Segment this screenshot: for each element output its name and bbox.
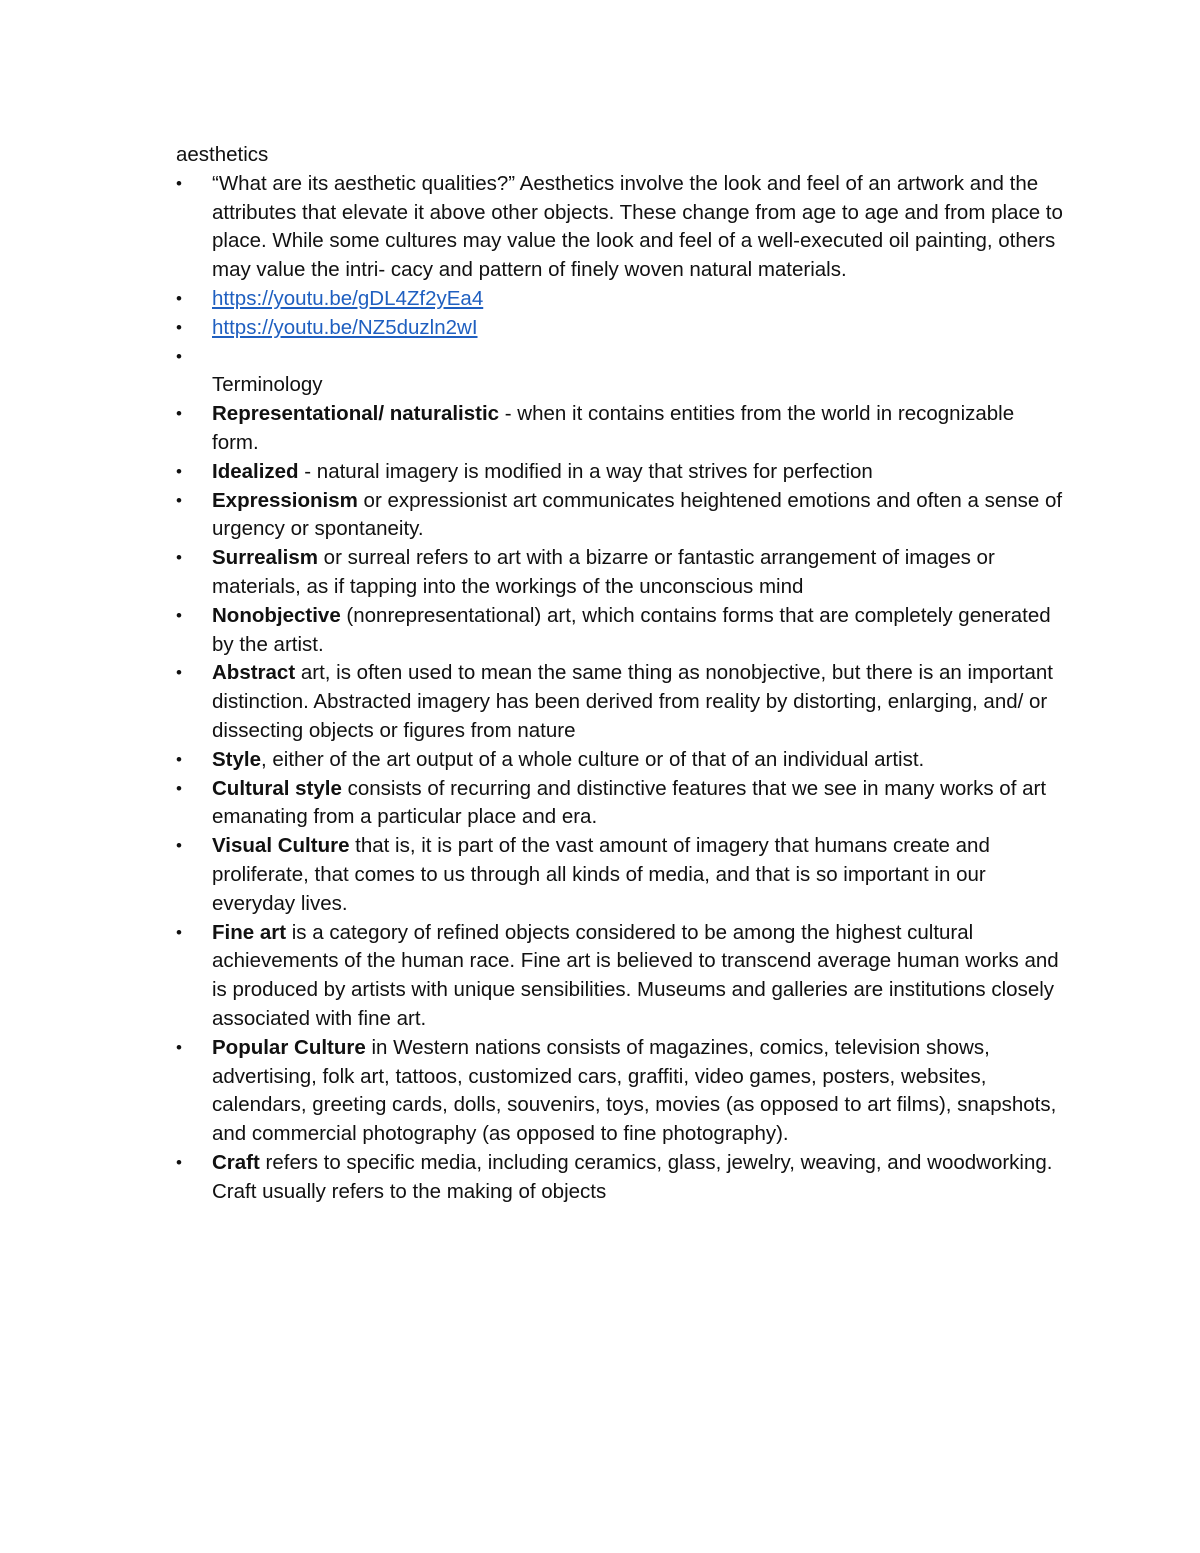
empty-list-item (176, 343, 1066, 372)
list-item (176, 314, 1066, 343)
term-label: Style (212, 747, 261, 771)
term-definition: - natural imagery is modified in a way that strives for perfection (298, 459, 873, 483)
term-label: Nonobjective (212, 603, 341, 627)
term-label: Surrealism (212, 546, 318, 570)
term-label: Popular Culture (212, 1035, 366, 1059)
term-item (176, 458, 1066, 487)
term-item (176, 602, 1066, 660)
term-item (176, 1149, 1066, 1207)
list-item (176, 285, 1066, 314)
aesthetics-description: “What are its aesthetic qualities?” Aesthetics involve the look and feel of an artwork and the attributes that elevate it above other objects. These change from age to age and from place to place. While some cultures may value the look and feel of a well-executed oil painting, others may value the intri- cacy and pattern of finely woven natural materials. (212, 171, 1063, 282)
youtube-link-1[interactable]: https://youtu.be/gDL4Zf2yEa4 (212, 286, 484, 310)
term-item (176, 775, 1066, 833)
section-heading-terminology: Terminology (212, 373, 323, 397)
term-definition: consists of recurring and distinctive features that we see in many works of art emanating from a particular place and era. (212, 776, 1047, 829)
term-label: Craft (212, 1150, 260, 1174)
section-heading-aesthetics: aesthetics (176, 143, 269, 166)
document-body (176, 141, 1066, 1206)
term-definition: art, is often used to mean the same thing as nonobjective, but there is an important distinction. Abstracted imagery has been derived from reality by distorting, enlarging, and/ or dissecting objects or figures from nature (212, 661, 1053, 742)
term-item (176, 400, 1066, 458)
term-item (176, 659, 1066, 745)
term-label: Abstract (212, 661, 296, 685)
term-item (176, 832, 1066, 918)
youtube-link-2[interactable]: https://youtu.be/NZ5duzln2wI (212, 315, 478, 339)
term-definition: in Western nations consists of magazines, comics, television shows, advertising, folk art, tattoos, customized cars, graffiti, video games, posters, websites, calendars, greeting cards, dolls, souvenirs, toys, movies (as opposed to art films), snapshots, and commercial photography (as opposed to fine photography). (212, 1035, 1057, 1146)
term-label: Cultural style (212, 776, 342, 800)
term-label: Fine art (212, 920, 287, 944)
term-label: Idealized (212, 459, 299, 483)
term-definition: that is, it is part of the vast amount of imagery that humans create and proliferate, that comes to us through all kinds of media, and that is so important in our everyday lives. (212, 834, 990, 915)
term-definition: - when it contains entities from the world in recognizable form. (212, 402, 1015, 454)
terminology-list (176, 400, 1066, 1206)
term-item (176, 544, 1066, 602)
term-definition: , either of the art output of a whole culture or of that of an individual artist. (261, 747, 925, 771)
term-item (176, 919, 1066, 1034)
term-definition: or surreal refers to art with a bizarre or fantastic arrangement of images or materials, as if tapping into the workings of the unconscious mind (212, 546, 995, 598)
term-item (176, 746, 1066, 775)
term-label: Visual Culture (212, 834, 350, 858)
term-label: Representational/ naturalistic (212, 402, 500, 426)
term-definition: or expressionist art communicates heightened emotions and often a sense of urgency or spontaneity. (212, 488, 1063, 541)
list-item (176, 170, 1066, 285)
term-item (176, 487, 1066, 545)
aesthetics-list (176, 170, 1066, 372)
term-definition: is a category of refined objects considered to be among the highest cultural achievements of the human race. Fine art is believed to transcend average human works and is produced by artists with unique sensibilities. Museums and galleries are institutions closely associated with fine art. (212, 920, 1059, 1030)
term-definition: refers to specific media, including ceramics, glass, jewelry, weaving, and woodworking. Craft usually refers to the making of objects (212, 1150, 1053, 1203)
term-definition: (nonrepresentational) art, which contains forms that are completely generated by the artist. (212, 603, 1051, 656)
term-label: Expressionism (212, 488, 358, 512)
term-item (176, 1034, 1066, 1149)
